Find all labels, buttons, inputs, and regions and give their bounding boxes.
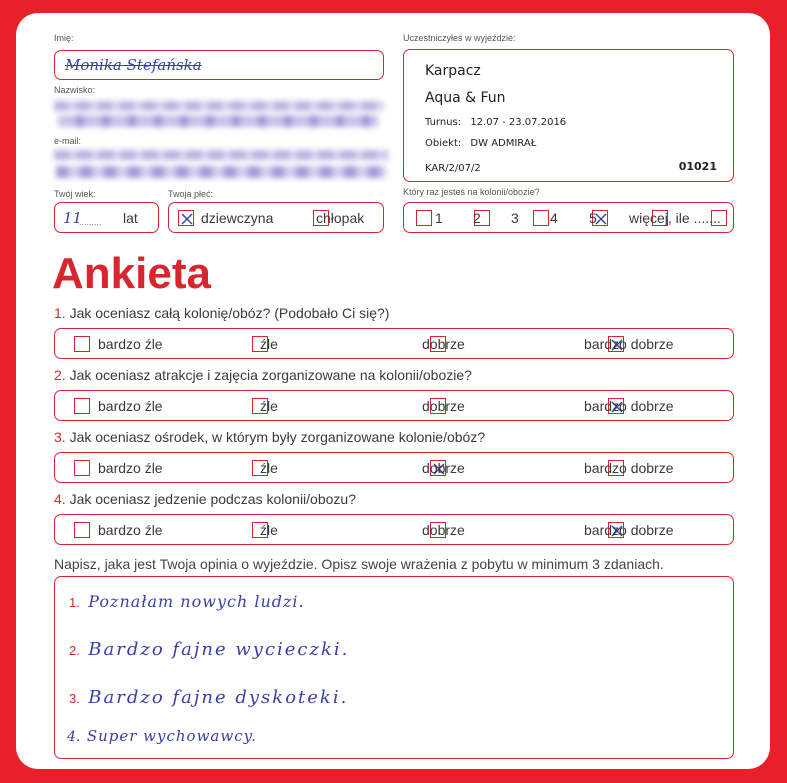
answer-label: źle: [260, 522, 278, 538]
opinion-line-number: 2.: [69, 643, 80, 658]
times-option-1: 1: [435, 210, 443, 226]
opinion-line-text: Super wychowawcy.: [86, 727, 257, 745]
answer-label: źle: [260, 336, 278, 352]
answer-label: bardzo źle: [98, 336, 163, 352]
times-option-5: 5: [589, 210, 597, 226]
turnus-label: Turnus:: [425, 117, 462, 128]
question-2-options: [54, 390, 734, 421]
gender-field: [168, 202, 384, 233]
answer-label: dobrze: [422, 460, 465, 476]
answer-label: bardzo źle: [98, 522, 163, 538]
times-checkbox-1[interactable]: [416, 210, 432, 226]
question-number: 3.: [54, 429, 66, 445]
times-option-more: więcej, ile .......: [629, 210, 721, 226]
answer-label: bardzo dobrze: [584, 522, 674, 538]
age-label: Twój wiek:: [54, 189, 96, 199]
opinion-line-text: Bardzo fajne dyskoteki.: [88, 687, 349, 708]
question-text: Jak oceniasz całą kolonię/obóz? (Podobało Ci się?): [69, 305, 390, 321]
gender-option-female: dziewczyna: [201, 210, 274, 226]
trip-obiekt: [425, 138, 536, 149]
gender-option-male: chłopak: [316, 210, 365, 226]
opinion-line-text: Poznałam nowych ludzi.: [88, 592, 305, 611]
participant-label: Uczestniczyłeś w wyjeździe:: [403, 33, 516, 43]
question-number: 1.: [54, 305, 66, 321]
answer-label: bardzo dobrze: [584, 336, 674, 352]
survey-sheet: [16, 13, 770, 769]
email-label: e-mail:: [54, 136, 82, 146]
question-1-options: [54, 328, 734, 359]
answer-label: dobrze: [422, 522, 465, 538]
age-value: 11: [63, 209, 83, 227]
question-number: 4.: [54, 491, 66, 507]
times-checkbox-3[interactable]: [533, 210, 549, 226]
age-unit: lat: [123, 210, 138, 226]
question-1: [54, 305, 389, 321]
answer-label: bardzo źle: [98, 460, 163, 476]
answer-checkbox[interactable]: [74, 398, 90, 414]
question-2: [54, 367, 472, 383]
opinion-textarea[interactable]: [54, 576, 734, 759]
turnus-value: 12.07 - 23.07.2016: [470, 117, 567, 128]
question-text: Jak oceniasz ośrodek, w którym były zorganizowane kolonie/obóz?: [69, 429, 486, 445]
opinion-line-2: [69, 639, 349, 660]
trip-card: [403, 49, 734, 182]
answer-label: źle: [260, 398, 278, 414]
answer-label: bardzo dobrze: [584, 398, 674, 414]
answer-label: bardzo dobrze: [584, 460, 674, 476]
obiekt-label: Obiekt:: [425, 138, 462, 149]
surname-label: Nazwisko:: [54, 85, 96, 95]
opinion-line-4: [67, 727, 257, 746]
answer-label: dobrze: [422, 336, 465, 352]
email-field[interactable]: [54, 146, 390, 188]
redacted-area: [56, 166, 386, 178]
age-field[interactable]: [54, 202, 159, 233]
trip-place: Karpacz: [425, 63, 481, 79]
answer-checkbox[interactable]: [74, 460, 90, 476]
answer-label: źle: [260, 460, 278, 476]
redacted-area: [54, 101, 384, 111]
opinion-line-number: 4.: [67, 729, 81, 745]
trip-name: Aqua & Fun: [425, 90, 506, 106]
answer-checkbox[interactable]: [74, 336, 90, 352]
opinion-line-number: 1.: [69, 595, 80, 610]
question-3: [54, 429, 485, 445]
times-label: Który raz jesteś na kolonii/obozie?: [403, 187, 540, 197]
times-option-4: 4: [550, 210, 558, 226]
answer-label: dobrze: [422, 398, 465, 414]
redacted-area: [54, 150, 388, 160]
gender-checkbox-female[interactable]: [178, 210, 194, 226]
answer-checkbox[interactable]: [74, 522, 90, 538]
redacted-area: [58, 115, 378, 127]
opinion-prompt: Napisz, jaka jest Twoja opinia o wyjeździe. Opisz swoje wrażenia z pobytu w minimum 3 zdaniach.: [54, 556, 664, 572]
question-3-options: [54, 452, 734, 483]
times-option-3: 3: [511, 210, 519, 226]
name-value: Monika Stefańska: [65, 56, 202, 74]
gender-label: Twoja płeć:: [168, 189, 214, 199]
times-option-2: 2: [473, 210, 481, 226]
name-label: Imię:: [54, 33, 74, 43]
trip-code: KAR/2/07/2: [425, 163, 481, 174]
name-field[interactable]: [54, 50, 384, 80]
age-dots: .........: [79, 217, 102, 227]
question-text: Jak oceniasz atrakcje i zajęcia zorganizowane na kolonii/obozie?: [69, 367, 472, 383]
trip-turnus: [425, 117, 566, 128]
opinion-line-number: 3.: [69, 691, 80, 706]
question-number: 2.: [54, 367, 66, 383]
question-text: Jak oceniasz jedzenie podczas kolonii/obozu?: [69, 491, 356, 507]
opinion-line-text: Bardzo fajne wycieczki.: [88, 639, 350, 660]
question-4-options: [54, 514, 734, 545]
trip-number: 01021: [678, 160, 717, 173]
question-4: [54, 491, 356, 507]
surname-field[interactable]: [54, 97, 386, 137]
check-x-icon: [179, 211, 195, 227]
obiekt-value: DW ADMIRAŁ: [470, 138, 537, 149]
page-title: Ankieta: [52, 249, 211, 298]
opinion-line-1: [69, 592, 305, 612]
times-field: [403, 202, 734, 233]
opinion-line-3: [69, 687, 348, 708]
answer-label: bardzo źle: [98, 398, 163, 414]
